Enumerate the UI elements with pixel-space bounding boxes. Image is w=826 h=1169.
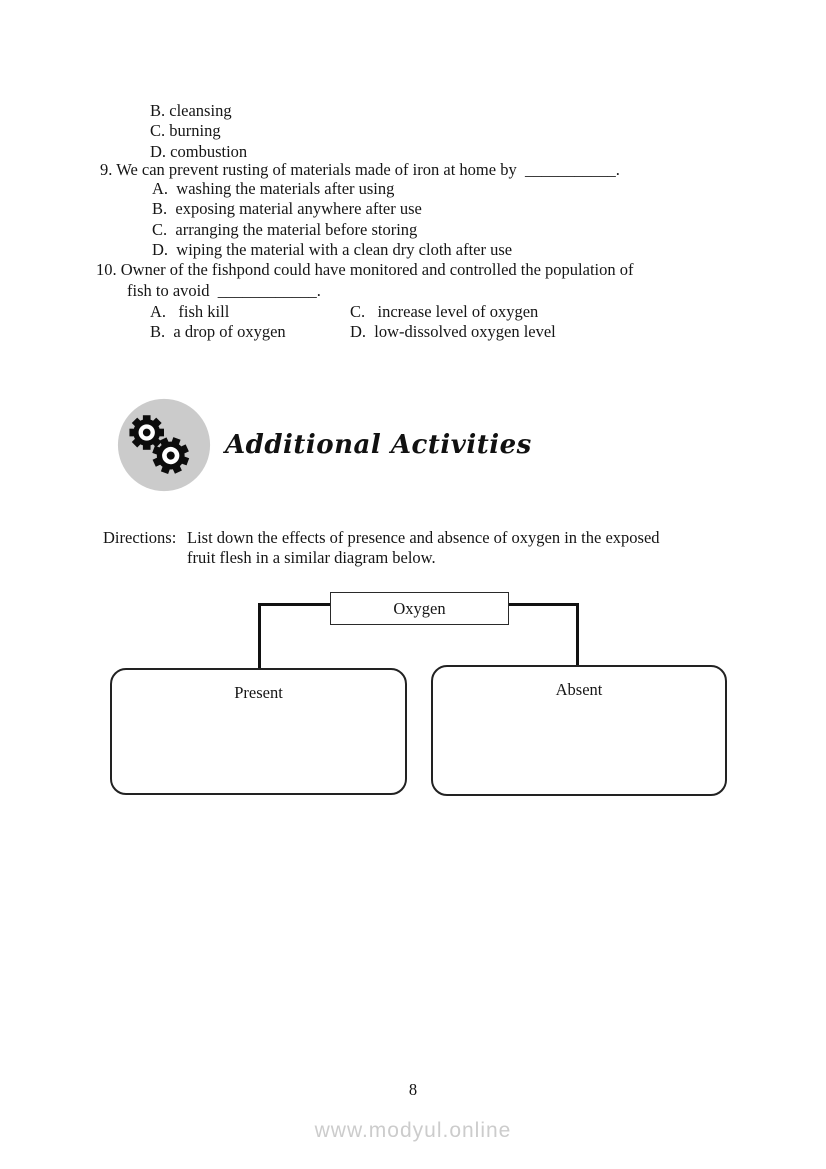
option-line: C. burning (150, 121, 221, 140)
option-line: A. washing the materials after using (152, 179, 395, 198)
question-stem-continued: fish to avoid ____________. (127, 281, 321, 300)
directions-text: List down the effects of presence and absence of oxygen in the exposed (187, 528, 660, 547)
option-line: C. increase level of oxygen (350, 302, 539, 321)
diagram-present-box (110, 668, 407, 795)
diagram-root-box (330, 592, 509, 625)
option-line: B. cleansing (150, 101, 232, 120)
option-line: A. fish kill (150, 302, 230, 321)
directions-label: Directions: (103, 528, 177, 547)
directions-text: fruit flesh in a similar diagram below. (187, 548, 436, 567)
diagram-absent-box (431, 665, 727, 796)
diagram-absent-label: Absent (555, 680, 603, 699)
connector-line (258, 603, 331, 606)
option-line: D. combustion (150, 142, 248, 161)
page-number: 8 (408, 1080, 418, 1099)
diagram-root-label: Oxygen (393, 598, 446, 618)
diagram-present-label: Present (234, 683, 283, 702)
connector-line (576, 603, 579, 666)
connector-line (506, 603, 579, 606)
option-line: D. low-dissolved oxygen level (350, 322, 556, 341)
option-line: B. a drop of oxygen (150, 322, 286, 341)
watermark: www.modyul.online (314, 1119, 512, 1142)
option-line: D. wiping the material with a clean dry cloth after use (152, 240, 513, 259)
option-line: C. arranging the material before storing (152, 220, 418, 239)
option-line: B. exposing material anywhere after use (152, 199, 422, 218)
connector-line (258, 603, 261, 669)
question-stem: 9. We can prevent rusting of materials made of iron at home by ___________. (100, 160, 620, 179)
question-stem: 10. Owner of the fishpond could have monitored and controlled the population of (96, 260, 634, 279)
gears-icon (116, 397, 212, 493)
section-heading: Additional Activities (225, 430, 532, 460)
